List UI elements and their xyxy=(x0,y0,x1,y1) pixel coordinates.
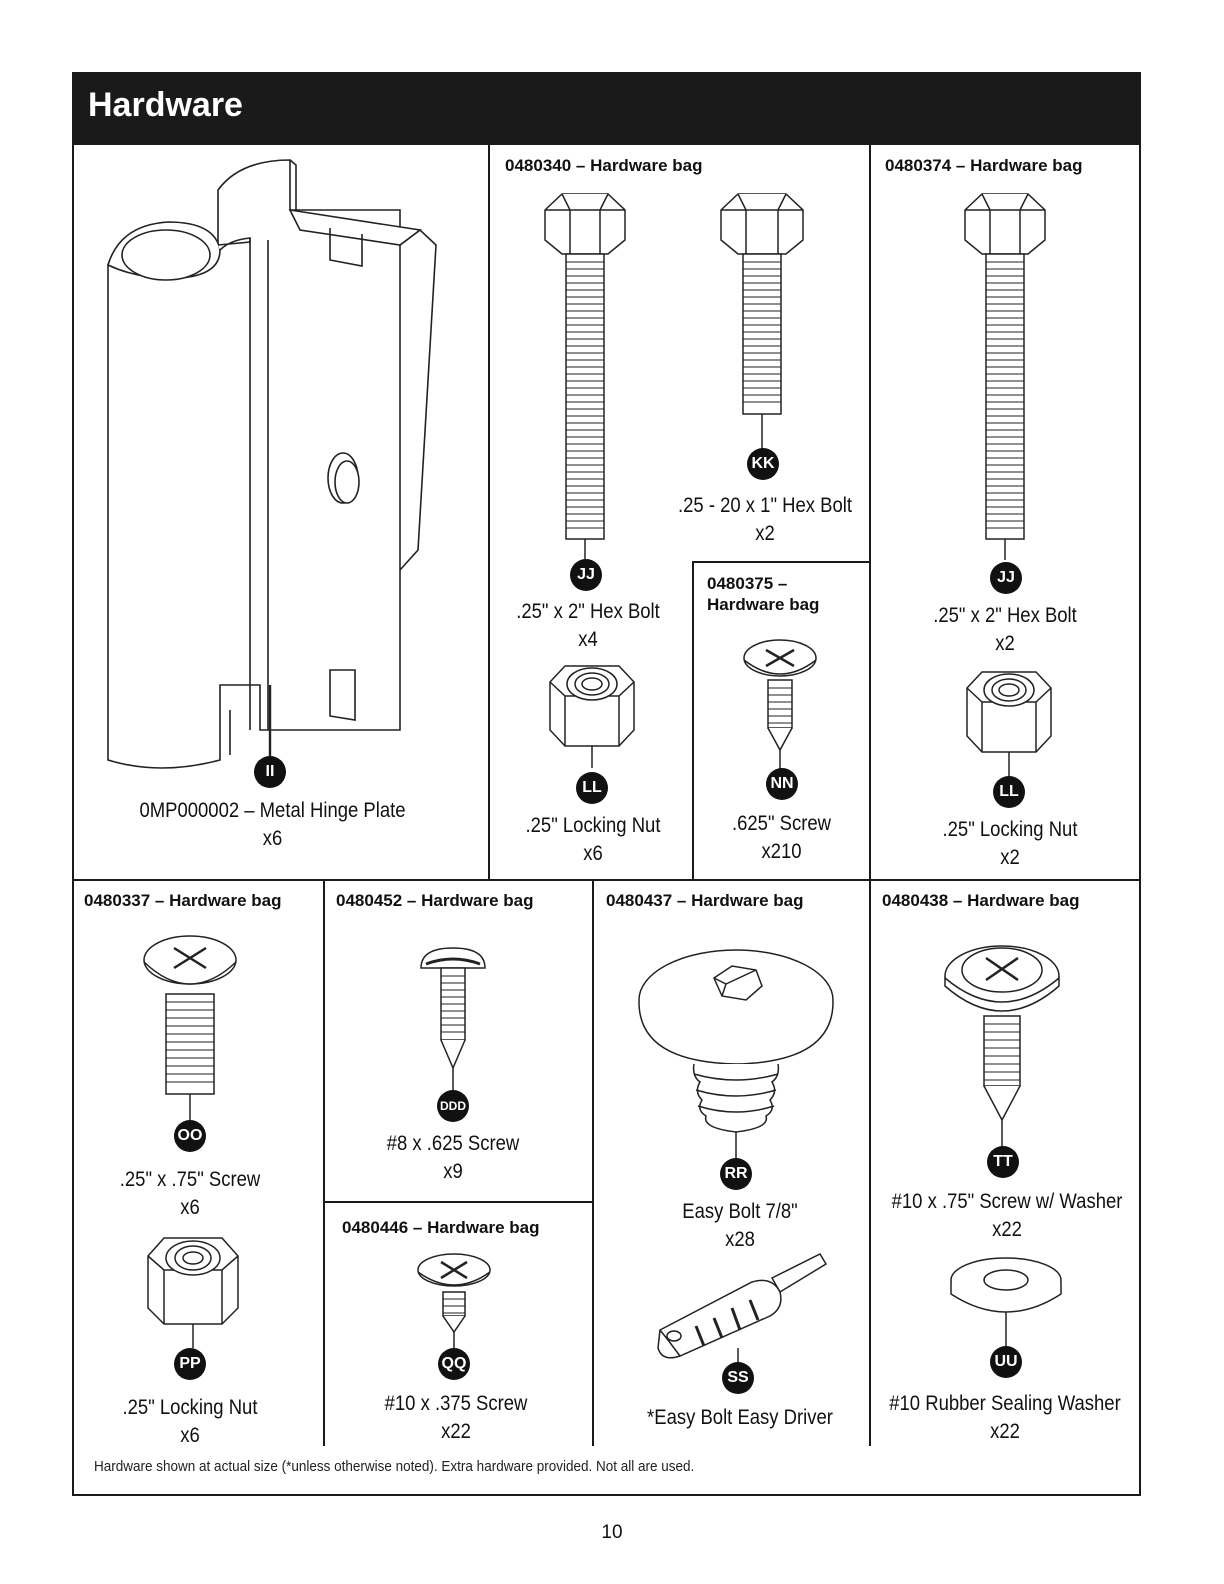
sealing-washer-label: #10 Rubber Sealing Washer xyxy=(889,1392,1121,1415)
locking-nut-icon xyxy=(545,660,639,768)
bag-title-0480375: 0480375 – xyxy=(707,574,788,593)
screw-10x375-qty: x22 xyxy=(441,1420,471,1443)
hex-bolt-long-icon xyxy=(540,192,630,560)
footnote: Hardware shown at actual size (*unless otherwise noted). Extra hardware provided. Not all are used. xyxy=(94,1458,695,1475)
bag-title-0480374: 0480374 – Hardware bag xyxy=(885,156,1083,175)
divider xyxy=(72,879,1141,881)
locking-nut-qty: x6 xyxy=(583,842,603,865)
hinge-plate-qty: x6 xyxy=(262,827,283,850)
hex-bolt-2in-qty: x2 xyxy=(995,632,1015,655)
screw-625-label: .625" Screw xyxy=(731,812,831,835)
section-title: Hardware xyxy=(88,86,243,124)
screw-25x75-icon xyxy=(140,932,240,1120)
part-badge-ss: SS xyxy=(722,1362,754,1394)
bag-title-0480452: 0480452 – Hardware bag xyxy=(336,891,534,910)
hex-bolt-2in-label: .25" x 2" Hex Bolt xyxy=(516,600,660,623)
part-badge-ll: LL xyxy=(576,772,608,804)
screw-8x625-qty: x9 xyxy=(443,1160,463,1183)
part-badge-jj: JJ xyxy=(990,562,1022,594)
bag-title-0480337: 0480337 – Hardware bag xyxy=(84,891,282,910)
part-badge-oo: OO xyxy=(174,1120,206,1152)
screw-8x625-icon xyxy=(418,944,488,1094)
divider xyxy=(692,562,694,881)
section-header xyxy=(72,72,1141,145)
part-badge-qq: QQ xyxy=(438,1348,470,1380)
screw-10x375-label: #10 x .375 Screw xyxy=(384,1392,528,1415)
divider xyxy=(323,1201,594,1203)
part-badge-ll: LL xyxy=(993,776,1025,808)
locking-nut-icon xyxy=(143,1232,243,1348)
part-badge-tt: TT xyxy=(987,1146,1019,1178)
divider xyxy=(592,880,594,1446)
hex-bolt-short-icon xyxy=(716,192,808,450)
divider xyxy=(692,561,871,563)
locking-nut-icon xyxy=(962,666,1056,778)
screw-10x375-icon xyxy=(414,1250,494,1350)
hex-bolt-1in-qty: x2 xyxy=(755,522,775,545)
hex-bolt-1in-label: .25 - 20 x 1" Hex Bolt xyxy=(678,494,852,517)
easy-bolt-qty: x28 xyxy=(725,1228,755,1251)
locking-nut-label: .25" Locking Nut xyxy=(942,818,1078,841)
screw-625-qty: x210 xyxy=(761,840,802,863)
screw-with-washer-label: #10 x .75" Screw w/ Washer xyxy=(891,1190,1123,1213)
hinge-plate-label: 0MP000002 – Metal Hinge Plate xyxy=(139,799,406,822)
screw-625-icon xyxy=(740,636,820,770)
part-badge-jj: JJ xyxy=(570,559,602,591)
screw-with-washer-qty: x22 xyxy=(992,1218,1022,1241)
divider xyxy=(869,880,871,1446)
locking-nut-label: .25" Locking Nut xyxy=(525,814,661,837)
bag-title-0480438: 0480438 – Hardware bag xyxy=(882,891,1080,910)
divider xyxy=(869,145,871,881)
locking-nut-label: .25" Locking Nut xyxy=(122,1396,258,1419)
screw-with-washer-icon xyxy=(942,936,1062,1148)
bag-title-0480340: 0480340 – Hardware bag xyxy=(505,156,703,175)
locking-nut-qty: x2 xyxy=(1000,846,1020,869)
divider xyxy=(323,880,325,1446)
part-badge-rr: RR xyxy=(720,1158,752,1190)
bag-title-0480437: 0480437 – Hardware bag xyxy=(606,891,804,910)
easy-driver-icon xyxy=(652,1248,832,1368)
screw-25x75-label: .25" x .75" Screw xyxy=(119,1168,261,1191)
hinge-plate-icon xyxy=(100,150,450,790)
easy-bolt-icon xyxy=(636,942,836,1164)
screw-8x625-label: #8 x .625 Screw xyxy=(386,1132,520,1155)
easy-driver-label: *Easy Bolt Easy Driver xyxy=(647,1406,833,1429)
sealing-washer-qty: x22 xyxy=(990,1420,1020,1443)
part-badge-kk: KK xyxy=(747,448,779,480)
bag-title-0480446: 0480446 – Hardware bag xyxy=(342,1218,540,1237)
divider xyxy=(488,145,490,881)
easy-bolt-label: Easy Bolt 7/8" xyxy=(682,1200,798,1223)
part-badge-uu: UU xyxy=(990,1346,1022,1378)
part-badge-ii: II xyxy=(254,756,286,788)
part-badge-ddd: DDD xyxy=(437,1090,469,1122)
hex-bolt-2in-label: .25" x 2" Hex Bolt xyxy=(933,604,1077,627)
hex-bolt-long-icon xyxy=(960,192,1050,560)
part-badge-pp: PP xyxy=(174,1348,206,1380)
page-number: 10 xyxy=(601,1522,623,1543)
screw-25x75-qty: x6 xyxy=(180,1196,200,1219)
bag-title-0480375-line2: Hardware bag xyxy=(707,595,820,614)
sealing-washer-icon xyxy=(948,1256,1064,1348)
hex-bolt-2in-qty: x4 xyxy=(578,628,598,651)
locking-nut-qty: x6 xyxy=(180,1424,200,1447)
part-badge-nn: NN xyxy=(766,768,798,800)
